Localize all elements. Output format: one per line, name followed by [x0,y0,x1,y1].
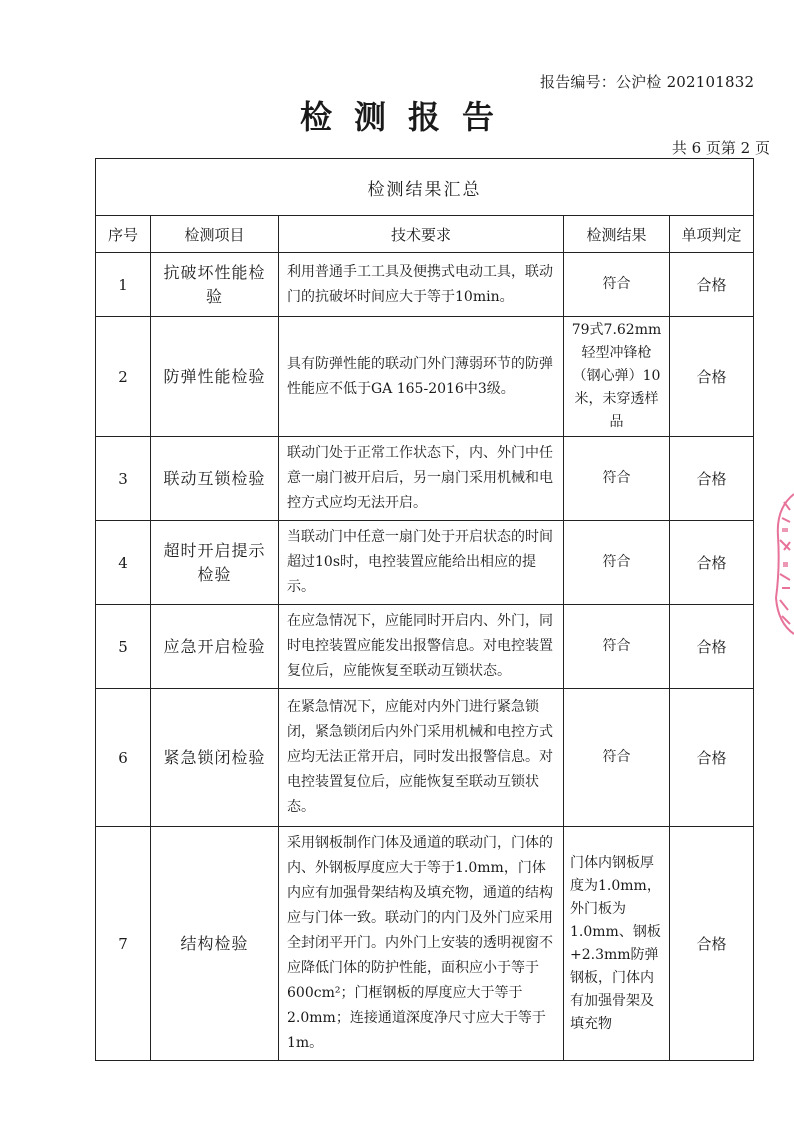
row-number: 2 [96,317,151,437]
row-verdict: 合格 [670,827,754,1061]
row-item: 抗破坏性能检验 [151,253,279,317]
row-item: 超时开启提示检验 [151,521,279,605]
row-result: 79式7.62mm轻型冲锋枪（钢心弹）10米，未穿透样品 [564,317,670,437]
table-row [96,317,754,437]
row-result: 符合 [564,253,670,317]
row-number: 6 [96,689,151,827]
column-header-requirement: 技术要求 [279,216,564,253]
table-header-row [96,216,754,253]
report-title: 检测报告 [299,98,516,136]
column-header-result: 检测结果 [564,216,670,253]
table-row [96,689,754,827]
column-header-verdict: 单项判定 [670,216,754,253]
page-info: 共 6 页第 2 页 [671,139,770,157]
row-requirement: 联动门处于正常工作状态下，内、外门中任意一扇门被开启后，另一扇门采用机械和电控方式应均无法开启。 [279,437,564,521]
row-number: 4 [96,521,151,605]
row-item: 防弹性能检验 [151,317,279,437]
table-row [96,827,754,1061]
row-item: 结构检验 [151,827,279,1061]
row-number: 7 [96,827,151,1061]
table-caption: 检测结果汇总 [96,159,754,216]
row-verdict: 合格 [670,317,754,437]
row-verdict: 合格 [670,253,754,317]
row-requirement: 当联动门中任意一扇门处于开启状态的时间超过10s时，电控装置应能给出相应的提示。 [279,521,564,605]
row-requirement: 利用普通手工工具及便携式电动工具，联动门的抗破坏时间应大于等于10min。 [279,253,564,317]
row-requirement: 具有防弹性能的联动门外门薄弱环节的防弹性能应不低于GA 165-2016中3级。 [279,317,564,437]
row-item: 紧急锁闭检验 [151,689,279,827]
seal-stamp-icon [770,488,794,638]
row-verdict: 合格 [670,689,754,827]
table-row [96,605,754,689]
row-result: 符合 [564,689,670,827]
table-row [96,253,754,317]
table-row [96,521,754,605]
row-requirement: 在应急情况下，应能同时开启内、外门，同时电控装置应能发出报警信息。对电控装置复位后，应能恢复至联动互锁状态。 [279,605,564,689]
column-header-item: 检测项目 [151,216,279,253]
table-row [96,437,754,521]
row-requirement: 采用钢板制作门体及通道的联动门，门体的内、外钢板厚度应大于等于1.0mm，门体内应有加强骨架结构及填充物，通道的结构应与门体一致。联动门的内门及外门应采用全封闭平开门。内外门上安装的透明视窗不应降低门体的防护性能，面积应小于等于600cm²；门框钢板的厚度应大于等于2.0mm；连接通道深度净尺寸应大于等于1m。 [279,827,564,1061]
report-number: 报告编号：公沪检 202101832 [540,73,755,91]
row-result: 符合 [564,437,670,521]
row-item: 联动互锁检验 [151,437,279,521]
row-result: 符合 [564,605,670,689]
row-number: 5 [96,605,151,689]
results-table [95,158,754,1061]
row-verdict: 合格 [670,521,754,605]
row-number: 3 [96,437,151,521]
row-verdict: 合格 [670,605,754,689]
row-result: 门体内钢板厚度为1.0mm，外门板为1.0mm、钢板+2.3mm防弹钢板，门体内有加强骨架及填充物 [564,827,670,1061]
row-item: 应急开启检验 [151,605,279,689]
row-requirement: 在紧急情况下，应能对内外门进行紧急锁闭，紧急锁闭后内外门采用机械和电控方式应均无法正常开启，同时发出报警信息。对电控装置复位后，应能恢复至联动互锁状态。 [279,689,564,827]
row-verdict: 合格 [670,437,754,521]
row-result: 符合 [564,521,670,605]
row-number: 1 [96,253,151,317]
column-header-no: 序号 [96,216,151,253]
